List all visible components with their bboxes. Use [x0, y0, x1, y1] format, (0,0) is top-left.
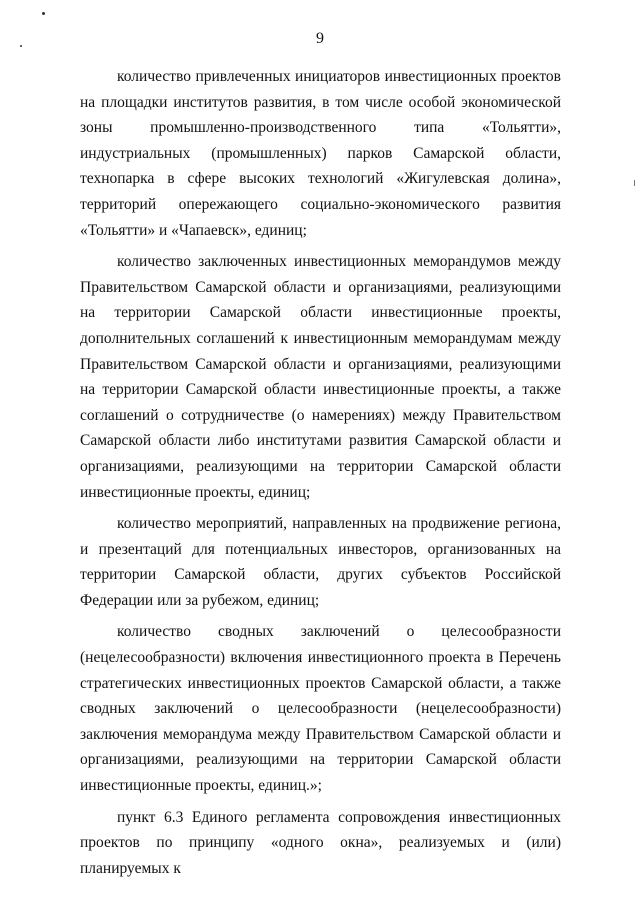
paragraph-2: количество заключенных инвестиционных меморандумов между Правительством Самарской области и организациями, реализующими на территории Самарской области инвестиционные проекты, дополнительных соглашений к инвестиционным меморандумам между Правительством Самарской области и организациями, реализующими на территории Самарской области инвестиционные проекты, а также соглашений о сотрудничестве (о намерениях) между Правительством Самарской области либо институтами развития Самарской области и организациями, реализующими на территории Самарской области инвестиционные проекты, единиц; [80, 253, 561, 501]
paragraph-1: количество привлеченных инициаторов инвестиционных проектов на площадки институтов развития, в том числе особой экономической зоны промышленно-производственного типа «Тольятти», индустриальных (промышленных) парков Самарской области, технопарка в сфере высоких технологий «Жигулевская долина», территорий опережающего социально-экономического развития «Тольятти» и «Чапаевск», единиц; [80, 68, 561, 239]
body-text [80, 64, 561, 887]
paragraph-3: количество мероприятий, направленных на продвижение региона, и презентаций для потенциальных инвесторов, организованных на территории Самарской области, других субъектов Российской Федерации или за рубежом, единиц; [80, 515, 561, 609]
page-number: 9 [316, 30, 324, 47]
scan-speck-top-left [42, 12, 45, 15]
scan-edge-mark-right [634, 180, 635, 186]
paragraph-4: количество сводных заключений о целесообразности (нецелесообразности) включения инвестиционного проекта в Перечень стратегических инвестиционных проектов Самарской области, а также сводных заключений о целесообразности (нецелесообразности) заключения меморандума между Правительством Самарской области и организациями, реализующими на территории Самарской области инвестиционные проекты, единиц.»; [80, 623, 561, 795]
paragraph-5: пункт 6.3 Единого регламента сопровождения инвестиционных проектов по принципу «одного окна», реализуемых и (или) планируемых к [80, 808, 561, 877]
